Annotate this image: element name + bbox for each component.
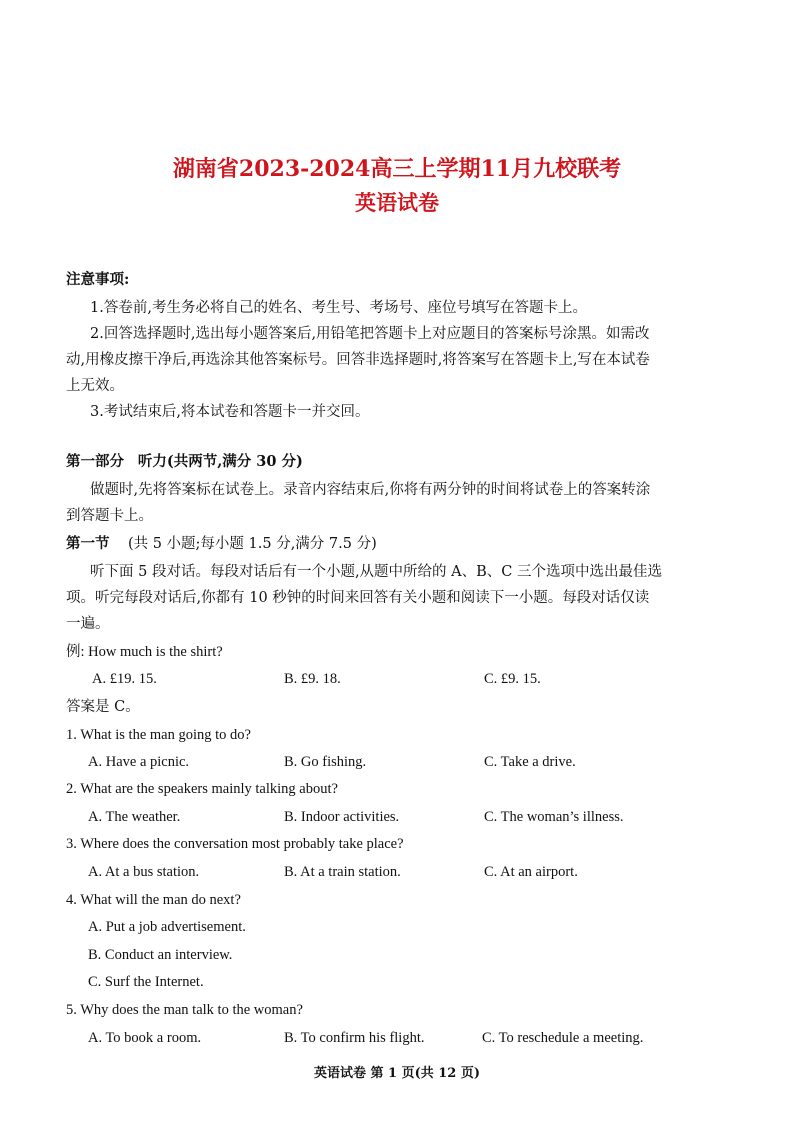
question-4-option-a: A. Put a job advertisement. bbox=[88, 919, 246, 935]
part1-title: 听力(共两节,满分 30 分) bbox=[137, 453, 303, 470]
section1-label: 第一节 bbox=[66, 535, 110, 552]
question-2-stem: 2. What are the speakers mainly talking about? bbox=[66, 781, 338, 797]
example-option-a: A. £19. 15. bbox=[92, 671, 157, 687]
question-3-stem: 3. Where does the conversation most probably take place? bbox=[66, 836, 404, 852]
notes-item-2-line-1: 2.回答选择题时,选出每小题答案后,用铅笔把答题卡上对应题目的答案标号涂黑。如需改 bbox=[90, 326, 650, 342]
notes-item-2-line-3: 上无效。 bbox=[66, 378, 124, 394]
question-5-stem: 5. Why does the man talk to the woman? bbox=[66, 1002, 303, 1018]
section1-instruction-line-2: 项。听完每段对话后,你都有 10 秒钟的时间来回答有关小题和阅读下一小题。每段对话仅读 bbox=[66, 590, 650, 606]
section1-detail: (共 5 小题;每小题 1.5 分,满分 7.5 分) bbox=[127, 536, 377, 552]
notes-item-3: 3.考试结束后,将本试卷和答题卡一并交回。 bbox=[90, 404, 370, 420]
question-3-option-b: B. At a train station. bbox=[284, 864, 401, 880]
example-question: 例: How much is the shirt? bbox=[66, 644, 223, 660]
example-answer: 答案是 C。 bbox=[66, 699, 140, 715]
question-5-option-b: B. To confirm his flight. bbox=[284, 1030, 425, 1046]
exam-subtitle: 英语试卷 bbox=[355, 190, 439, 215]
notes-item-2-line-2: 动,用橡皮擦干净后,再选涂其他答案标号。回答非选择题时,将答案写在答题卡上,写在本试卷 bbox=[66, 352, 650, 368]
example-option-b: B. £9. 18. bbox=[284, 671, 341, 687]
question-4-stem: 4. What will the man do next? bbox=[66, 892, 241, 908]
question-3-option-a: A. At a bus station. bbox=[88, 864, 200, 880]
question-5-option-a: A. To book a room. bbox=[88, 1030, 202, 1046]
notes-heading: 注意事项: bbox=[66, 271, 130, 288]
section1-instruction-line-3: 一遍。 bbox=[66, 616, 110, 632]
page-footer: 英语试卷 第 1 页(共 12 页) bbox=[313, 1066, 481, 1081]
part1-heading bbox=[66, 452, 303, 472]
question-1-stem: 1. What is the man going to do? bbox=[66, 727, 251, 743]
example-option-c: C. £9. 15. bbox=[484, 671, 541, 687]
question-4-option-b: B. Conduct an interview. bbox=[88, 947, 233, 963]
part1-label: 第一部分 bbox=[66, 453, 124, 470]
question-2-option-b: B. Indoor activities. bbox=[284, 809, 400, 825]
notes-item-1: 1.答卷前,考生务必将自己的姓名、考生号、考场号、座位号填写在答题卡上。 bbox=[90, 300, 587, 316]
question-2-option-a: A. The weather. bbox=[88, 809, 181, 825]
question-5-option-c: C. To reschedule a meeting. bbox=[482, 1030, 644, 1046]
question-1-option-b: B. Go fishing. bbox=[284, 754, 367, 770]
section1-instruction-line-1: 听下面 5 段对话。每段对话后有一个小题,从题中所给的 A、B、C 三个选项中选出最佳选 bbox=[90, 564, 662, 580]
question-2-option-c: C. The woman’s illness. bbox=[484, 809, 624, 825]
part1-instruction-line-2: 到答题卡上。 bbox=[66, 508, 153, 524]
part1-instruction-line-1: 做题时,先将答案标在试卷上。录音内容结束后,你将有两分钟的时间将试卷上的答案转涂 bbox=[90, 482, 651, 498]
question-1-option-a: A. Have a picnic. bbox=[88, 754, 190, 770]
section1-heading bbox=[66, 534, 377, 554]
question-1-option-c: C. Take a drive. bbox=[484, 754, 576, 770]
question-4-option-c: C. Surf the Internet. bbox=[88, 974, 204, 990]
exam-title: 湖南省2023-2024高三上学期11月九校联考 bbox=[172, 156, 622, 182]
question-3-option-c: C. At an airport. bbox=[484, 864, 578, 880]
